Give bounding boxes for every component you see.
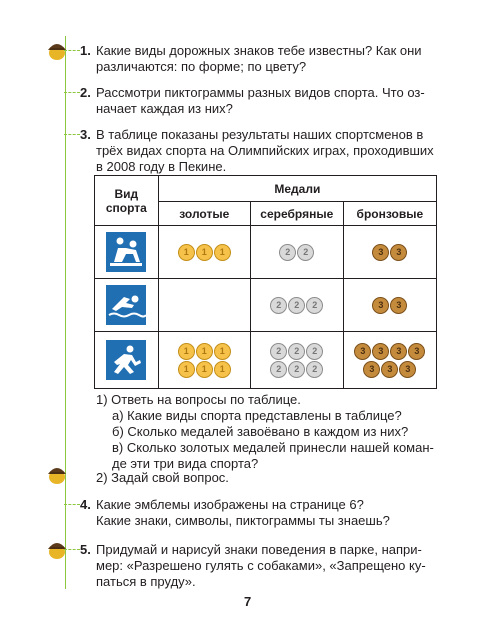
- silver-medal-icon: 2: [270, 361, 287, 378]
- silver-medal-icon: 2: [306, 343, 323, 360]
- gold-medal-icon: 1: [214, 361, 231, 378]
- bronze-cell: [343, 332, 436, 389]
- page-number: 7: [244, 594, 252, 609]
- medal-table: [94, 175, 437, 389]
- silver-medal-icon: 2: [288, 297, 305, 314]
- question-number: 5.: [80, 542, 91, 557]
- gold-medal-icon: 1: [214, 244, 231, 261]
- question-divider: [64, 92, 80, 93]
- sub-question-intro: 1) Ответь на вопросы по таблице.: [96, 392, 301, 407]
- gold-medal-icon: 1: [196, 343, 213, 360]
- bronze-medal-icon: 3: [381, 361, 398, 378]
- silver-medals: [251, 244, 343, 261]
- gold-medals: [159, 244, 250, 261]
- silver-medal-icon: 2: [297, 244, 314, 261]
- silver-header: серебряные: [250, 202, 343, 226]
- silver-medal-icon: 2: [270, 297, 287, 314]
- question-divider: [64, 134, 80, 135]
- sub-question-a: а) Какие виды спорта представлены в таблице?: [112, 408, 402, 423]
- question-number: 1.: [80, 43, 91, 58]
- question-line: мер: «Разрешено гулять с собаками», «Запрещено ку-: [96, 558, 426, 573]
- gold-medals: [174, 343, 234, 378]
- sub-question-1: [96, 392, 438, 472]
- sub-question-2: 2) Задай свой вопрос.: [96, 470, 229, 485]
- bronze-medal-icon: 3: [408, 343, 425, 360]
- bronze-medals: [344, 244, 436, 261]
- question-line: паться в пруду».: [96, 574, 196, 589]
- bronze-cell: [343, 226, 436, 279]
- silver-medal-icon: 2: [279, 244, 296, 261]
- silver-medal-icon: 2: [306, 297, 323, 314]
- running-icon: [106, 340, 146, 380]
- medals-header: Медали: [158, 176, 436, 202]
- question-2-text: [96, 85, 438, 117]
- bronze-cell: [343, 279, 436, 332]
- wrestling-icon: [106, 232, 146, 272]
- gold-medal-icon: 1: [178, 244, 195, 261]
- question-line: В таблице показаны результаты наших спортсменов в: [96, 127, 424, 142]
- question-line: начает каждая из них?: [96, 101, 233, 116]
- question-divider: [64, 50, 80, 51]
- bronze-medal-icon: 3: [372, 244, 389, 261]
- silver-cell: [250, 279, 343, 332]
- gold-medal-icon: 1: [214, 343, 231, 360]
- question-5-text: [96, 542, 438, 590]
- table-row: [95, 279, 437, 332]
- gold-header: золотые: [158, 202, 250, 226]
- bronze-medal-icon: 3: [363, 361, 380, 378]
- question-line: различаются: по форме; по цвету?: [96, 59, 307, 74]
- bronze-medal-icon: 3: [390, 244, 407, 261]
- sub-question-c: в) Сколько золотых медалей принесли нашей коман-: [112, 440, 434, 455]
- margin-line: [65, 36, 66, 589]
- question-3-text: [96, 127, 438, 175]
- question-number: 2.: [80, 85, 91, 100]
- question-line: Какие знаки, символы, пиктограммы ты знаешь?: [96, 513, 390, 528]
- question-line: в 2008 году в Пекине.: [96, 159, 227, 174]
- silver-medal-icon: 2: [288, 361, 305, 378]
- bronze-medal-icon: 3: [399, 361, 416, 378]
- bronze-medal-icon: 3: [390, 297, 407, 314]
- silver-medals: [267, 343, 327, 378]
- bronze-medals: [350, 343, 430, 378]
- gold-medal-icon: 1: [178, 361, 195, 378]
- gold-medal-icon: 1: [196, 244, 213, 261]
- silver-medal-icon: 2: [306, 361, 323, 378]
- question-4-text: [96, 497, 438, 529]
- sub-question-c-cont: де эти три вида спорта?: [112, 456, 259, 471]
- bronze-medals: [344, 297, 436, 314]
- silver-cell: [250, 332, 343, 389]
- question-line: Рассмотри пиктограммы разных видов спорта. Что оз-: [96, 85, 425, 100]
- bronze-medal-icon: 3: [354, 343, 371, 360]
- sub-question-b: б) Сколько медалей завоёвано в каждом из них?: [112, 424, 409, 439]
- acorn-bullet-icon: [45, 462, 69, 486]
- gold-cell: [158, 226, 250, 279]
- bronze-header: бронзовые: [343, 202, 436, 226]
- question-1-text: [96, 43, 438, 75]
- table-row: [95, 332, 437, 389]
- question-number: 3.: [80, 127, 91, 142]
- question-line: Придумай и нарисуй знаки поведения в парке, напри-: [96, 542, 422, 557]
- gold-medal-icon: 1: [178, 343, 195, 360]
- sport-cell: [95, 332, 159, 389]
- sport-cell: [95, 226, 159, 279]
- silver-medal-icon: 2: [270, 343, 287, 360]
- question-line: трёх видах спорта на Олимпийских играх, проходивших: [96, 143, 434, 158]
- silver-cell: [250, 226, 343, 279]
- sport-cell: [95, 279, 159, 332]
- question-divider: [64, 504, 80, 505]
- table-row: [95, 226, 437, 279]
- silver-medal-icon: 2: [288, 343, 305, 360]
- gold-cell: [158, 279, 250, 332]
- bronze-medal-icon: 3: [390, 343, 407, 360]
- sport-header: Вид спорта: [95, 176, 159, 226]
- question-line: Какие виды дорожных знаков тебе известны? Как они: [96, 43, 422, 58]
- silver-medals: [251, 297, 343, 314]
- gold-cell: [158, 332, 250, 389]
- bronze-medal-icon: 3: [372, 297, 389, 314]
- swimming-icon: [106, 285, 146, 325]
- question-line: Какие эмблемы изображены на странице 6?: [96, 497, 364, 512]
- question-divider: [64, 549, 80, 550]
- bronze-medal-icon: 3: [372, 343, 389, 360]
- question-number: 4.: [80, 497, 91, 512]
- gold-medal-icon: 1: [196, 361, 213, 378]
